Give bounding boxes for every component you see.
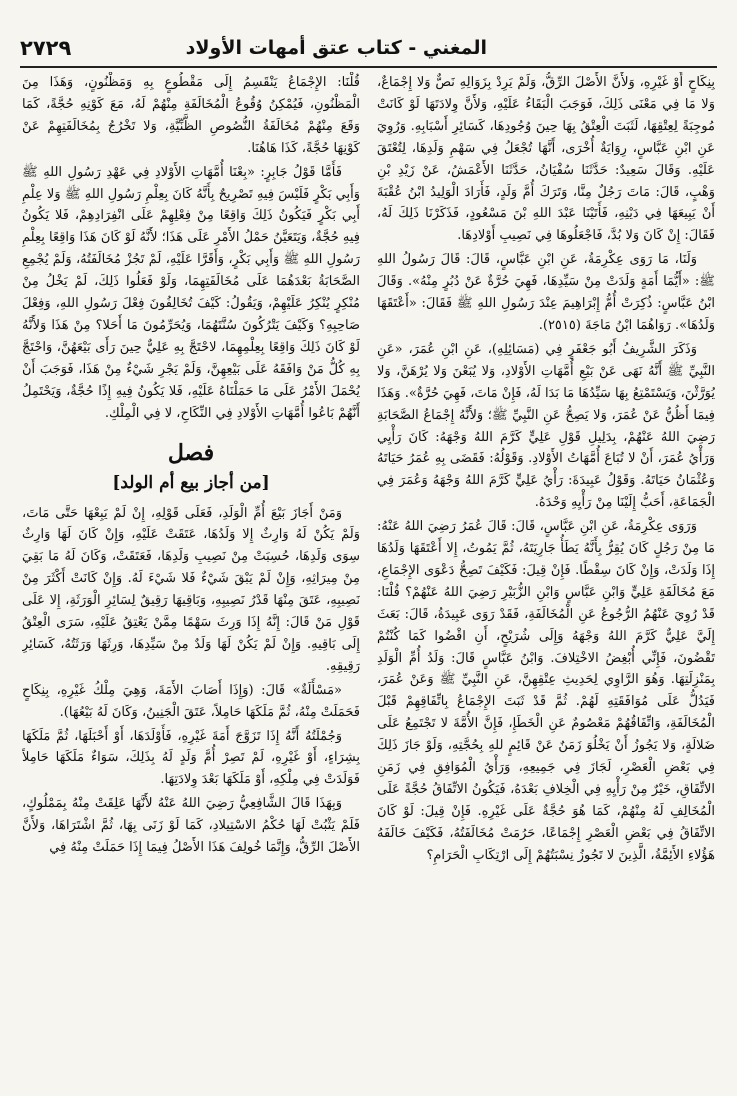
page-number: ٢٧٢٩ (20, 36, 72, 60)
running-title: المغني - كتاب عتق أمهات الأولاد (185, 37, 487, 59)
paragraph: وَرَوَى عِكْرِمَةُ، عَنِ ابْنِ عَبَّاسٍ، قَالَ: قَالَ عُمَرُ رَضِيَ اللهُ عَنْهُ: مَا مِنْ رَجُلٍ كَانَ يُقِرُّ بِأَنَّهُ يَطَأُ جَارِيَتَهُ، ثُمَّ يَمُوتُ، إِلا أَعْتَقَهَا وَلَدُهَا إِذَا وَلَدَتْ، وَإِنْ كَانَ سِقْطًا. فَإِنْ قِيلَ: فَكَيْفَ تَصِحُّ دَعْوَى الإِجْمَاعِ، مَعَ مُخَالَفَةِ عَلِيٍّ وَابْنِ عَبَّاسٍ وَابْنِ الزُّبَيْرِ رَضِيَ اللهُ عَنْهُمْ؟ قُلْنَا: قَدْ رُوِيَ عَنْهُمُ الرُّجُوعُ عَنِ الْمُخَالَفَةِ، فَقَدْ رَوَى عَبِيدَةُ، قَالَ: بَعَثَ إِلَيَّ عَلِيٌّ كَرَّمَ اللهُ وَجْهَهُ وَإِلَى شُرَيْحٍ، أَنِ اقْضُوا كَمَا كُنْتُمْ تَقْضُونَ، فَإِنِّي أُبْغِضُ الاخْتِلافَ. وَابْنُ عَبَّاسٍ قَالَ: وَلَدُ أُمِّ الْوَلَدِ بِمَنْزِلَتِهَا. وَهُوَ الرَّاوِي لِحَدِيثِ عِتْقِهِنَّ، عَنِ النَّبِيِّ ﷺ وَعَنْ عُمَرَ، فَيَدُلُّ عَلَى مُوَافَقَتِهِ لَهُمْ. ثُمَّ قَدْ ثَبَتَ الإِجْمَاعُ بِاتِّفَاقِهِمْ قَبْلَ الْمُخَالَفَةِ، وَاتِّفَاقُهُمْ مَعْصُومٌ عَنِ الْخَطَإِ، فَإِنَّ الأُمَّةَ لا تَجْتَمِعُ عَلَى ضَلالَةٍ، وَلا يَجُوزُ أَنْ يَخْلُوَ زَمَنٌ عَنْ قَائِمٍ للهِ بِحُجَّتِهِ، وَلَوْ جَازَ ذَلِكَ فِي بَعْضِ الْعَصْرِ، لَجَازَ فِي جَمِيعِهِ، وَرَأْيُ الْمُوَافِقِ فِي زَمَنِ الاتِّفَاقِ، خَيْرٌ مِنْ رَأْيِهِ فِي الْخِلافِ بَعْدَهُ، فَيَكُونُ الاتِّفَاقُ حُجَّةً عَلَى الْمُخَالِفِ لَهُ مِنْهُمْ، كَمَا هُوَ حُجَّةٌ عَلَى غَيْرِهِ. فَإِنْ قِيلَ: لَوْ كَانَ الاتِّفَاقُ فِي بَعْضِ الْعَصْرِ إِجْمَاعًا، حَرُمَتْ مُخَالَفَتُهُ، فَكَيْفَ خَالَفَهُ هَؤُلاءِ الأَئِمَّةُ، الَّذِينَ لا تَجُوزُ نِسْبَتُهُمْ إِلَى ارْتِكَابِ الْحَرَامِ؟ (377, 519, 715, 863)
paragraph: وَذَكَرَ الشَّرِيفُ أَبُو جَعْفَرٍ فِي (مَسَائِلِهِ)، عَنِ ابْنِ عُمَرَ، «عَنِ النَّبِيِّ ﷺ أَنَّهُ نَهَى عَنْ بَيْعِ أُمَّهَاتِ الأَوْلادِ، وَلا يُبَعْنَ وَلا يُرْهَنَّ، وَلا يُوَرَّثْنَ، وَيَسْتَمْتِعُ بِهَا سَيِّدُهَا مَا بَدَا لَهُ، فَإِنْ مَاتَ، فَهِيَ حُرَّةٌ». وَهَذَا فِيمَا أَظُنُّ عَنْ عُمَرَ، وَلا يَصِحُّ عَنِ النَّبِيِّ ﷺ؛ وَلأَنَّهُ إِجْمَاعُ الصَّحَابَةِ رَضِيَ اللهُ عَنْهُمْ، بِدَلِيلِ قَوْلِ عَلِيٍّ كَرَّمَ اللهُ وَجْهَهُ: كَانَ رَأْيِي وَرَأْيُ عُمَرَ، أَنْ لا تُبَاعَ أُمَّهَاتُ الأَوْلادِ. وَقَوْلُهُ: فَقَضَى بِهِ عُمَرُ حَيَاتَهُ وَعُثْمَانُ حَيَاتَهُ. وَقَوْلُ عَبِيدَةَ: رَأْيُ عَلِيٍّ كَرَّمَ اللهُ وَجْهَهُ وَعُمَرَ فِي الْجَمَاعَةِ، أَحَبُّ إِلَيْنَا مِنْ رَأْيِهِ وَحْدَهُ. (377, 341, 715, 511)
paragraph: فَأَمَّا قَوْلُ جَابِرٍ: «بِعْنَا أُمَّهَاتِ الأَوْلادِ فِي عَهْدِ رَسُولِ اللهِ ﷺ وَأَبِي بَكْرٍ فَلَيْسَ فِيهِ تَصْرِيحٌ بِأَنَّهُ كَانَ بِعِلْمِ رَسُولِ اللهِ ﷺ وَلا عِلْمِ أَبِي بَكْرٍ فَيَكُونُ ذَلِكَ وَاقِعًا مِنْ فِعْلِهِمْ عَلَى انْفِرَادِهِمْ، فَلا يَكُونُ فِيهِ حُجَّةٌ، وَيَتَعَيَّنُ حَمْلُ الأَمْرِ عَلَى هَذَا؛ لأَنَّهُ لَوْ كَانَ هَذَا وَاقِعًا بِعِلْمِ رَسُولِ اللهِ ﷺ وَأَبِي بَكْرٍ، وَأَقَرَّا عَلَيْهِ، لَمْ تَجُزْ مُخَالَفَتُهُ، وَلَمْ يُجْمِعِ الصَّحَابَةُ بَعْدَهُمَا عَلَى مُخَالَفَتِهِمَا، وَلَوْ فَعَلُوا ذَلِكَ، لَمْ يَخْلُ مِنْ مُنْكِرٍ يُنْكِرُ عَلَيْهِمْ، وَيَقُولُ: كَيْفَ تُخَالِفُونَ فِعْلَ رَسُولِ اللهِ، وَفِعْلَ صَاحِبِهِ؟ وَكَيْفَ يَتْرُكُونَ سُنَّتَهُمَا، وَيُحَرِّمُونَ مَا أَحَلا؟ مِنْ هَذَا وَلأَنَّهُ لَوْ كَانَ ذَلِكَ وَاقِعًا بِعِلْمِهِمَا، لاحْتَجَّ بِهِ عَلِيٌّ حِينَ رَأَى بَيْعَهُنَّ، وَاحْتَجَّ بِهِ كُلُّ مَنْ وَافَقَهُ عَلَى بَيْعِهِنَّ، وَلَمْ يَجْرِ شَيْءٌ مِنْ هَذَا، فَوَجَبَ أَنْ يُحْمَلَ الأَمْرُ عَلَى مَا حَمَلْنَاهُ عَلَيْهِ، فَلا يَكُونُ فِيهِ إِذًا حُجَّةٌ، وَيَحْتَمِلُ أَنَّهُمْ بَاعُوا أُمَّهَاتِ الأَوْلادِ فِي النِّكَاحِ، لا فِي الْمِلْكِ. (22, 164, 360, 421)
running-head (20, 30, 717, 66)
header-rule (20, 66, 717, 68)
section-title: فصل (167, 439, 215, 466)
paragraph: وَلَنَا، مَا رَوَى عِكْرِمَةُ، عَنِ ابْنِ عَبَّاسٍ، قَالَ: قَالَ رَسُولُ اللهِ ﷺ: «أَيُّمَا أَمَةٍ وَلَدَتْ مِنْ سَيِّدِهَا، فَهِيَ حُرَّةٌ عَنْ دُبُرٍ مِنْهُ». وَقَالَ ابْنُ عَبَّاسٍ: ذُكِرَتْ أُمُّ إِبْرَاهِيمَ عِنْدَ رَسُولِ اللهِ ﷺ فَقَالَ: «أَعْتَقَهَا وَلَدُهَا». رَوَاهُمَا ابْنُ مَاجَةَ (٢٥١٥). (377, 252, 715, 333)
paragraph: وَجُمْلَتُهُ أَنَّهُ إِذَا تَزَوَّجَ أَمَةَ غَيْرِهِ، فَأَوْلَدَهَا، أَوْ أَحْبَلَهَا، ثُمَّ مَلَكَهَا بِشِرَاءٍ، أَوْ غَيْرِهِ، لَمْ تَصِرْ أُمَّ وَلَدٍ لَهُ بِذَلِكَ، سَوَاءٌ مَلَكَهَا حَامِلاً فَوَلَدَتْ فِي مِلْكِهِ، أَوْ مَلَكَهَا بَعْدَ وِلادَتِهَا. (22, 728, 360, 788)
section-subtitle: [من أجاز بيع أم الولد] (112, 472, 270, 493)
paragraph: بِنِكَاحٍ أَوْ غَيْرِهِ، وَلأَنَّ الأَصْلَ الرِّقُّ، وَلَمْ يَرِدْ بِزَوَالِهِ نَصٌّ وَلا إِجْمَاعٌ، وَلا مَا فِي مَعْنَى ذَلِكَ، فَوَجَبَ الْبَقَاءُ عَلَيْهِ، وَلأَنَّ وِلادَتَهَا لَوْ كَانَتْ مُوجِبَةً لِعِتْقِهَا، لَثَبَتَ الْعِتْقُ بِهَا حِينَ وُجُودِهَا، كَسَائِرِ أَسْبَابِهِ. وَرُوِيَ عَنِ ابْنِ عَبَّاسٍ، رِوَايَةٌ أُخْرَى، أَنَّهَا تُجْعَلُ فِي سَهْمِ وَلَدِهَا، لِتُعْتَقَ عَلَيْهِ. وَقَالَ سَعِيدٌ: حَدَّثَنَا سُفْيَانُ، حَدَّثَنَا الأَعْمَشُ، عَنْ زَيْدِ بْنِ وَهْبٍ، قَالَ: مَاتَ رَجُلٌ مِنَّا، وَتَرَكَ أُمَّ وَلَدٍ، فَأَرَادَ الْوَلِيدُ ابْنُ عُقْبَةَ أَنْ يَبِيعَهَا فِي دَيْنِهِ، فَأَتَيْنَا عَبْدَ اللهِ بْنَ مَسْعُودٍ، فَذَكَرْنَا ذَلِكَ لَهُ، فَقَالَ: إِنْ كَانَ وَلا بُدَّ، فَاجْعَلُوهَا فِي نَصِيبِ أَوْلادِهَا. (377, 75, 715, 244)
left-column (22, 72, 360, 1088)
paragraph: وَمَنْ أَجَازَ بَيْعَ أُمِّ الْوَلَدِ، فَعَلَى قَوْلِهِ، إِنْ لَمْ يَبِعْهَا حَتَّى مَاتَ، وَلَمْ يَكُنْ لَهُ وَارِثٌ إِلا وَلَدُهَا، عَتَقَتْ عَلَيْهِ، وَإِنْ كَانَ لَهَا وَارِثٌ سِوَى وَلَدِهَا، حُسِبَتْ مِنْ نَصِيبِ وَلَدِهَا، فَعَتَقَتْ، وَكَانَ لَهُ مَا بَقِيَ مِنْ مِيرَاثِهِ، وَإِنْ لَمْ يَبْقَ شَيْءٌ فَلا شَيْءَ لَهُ. وَإِنْ كَانَتْ أَكْثَرَ مِنْ نَصِيبِهِ، عَتَقَ مِنْهَا قَدْرُ نَصِيبِهِ، وَبَاقِيهَا رَقِيقٌ لِسَائِرِ الْوَرَثَةِ، إِلا عَلَى قَوْلِ مَنْ قَالَ: إِنَّهُ إِذَا وَرِثَ سَهْمًا مِمَّنْ يَعْتِقُ عَلَيْهِ، سَرَى الْعِتْقُ إِلَى بَاقِيهِ. وَإِنْ لَمْ يَكُنْ لَهَا وَلَدٌ مِنْ سَيِّدِهَا، وَرِثَهَا وَرَثَتُهُ، كَسَائِرِ رَقِيقِهِ. (22, 505, 360, 674)
right-column (377, 72, 715, 1088)
paragraph: وَبِهَذَا قَالَ الشَّافِعِيُّ رَضِيَ اللهُ عَنْهُ لأَنَّهَا عَلِقَتْ مِنْهُ بِمَمْلُوكٍ، فَلَمْ يَثْبُتْ لَهَا حُكْمُ الاسْتِيلادِ، كَمَا لَوْ زَنَى بِهَا، ثُمَّ اشْتَرَاهَا، وَلأَنَّ الأَصْلَ الرِّقُّ، وَإِنَّمَا خُولِفَ هَذَا الأَصْلُ فِيمَا إِذَا حَمَلَتْ مِنْهُ فِي (22, 796, 360, 856)
paragraph: قُلْنَا: الإِجْمَاعُ يَنْقَسِمُ إِلَى مَقْطُوعٍ بِهِ وَمَظْنُونٍ، وَهَذَا مِنَ الْمَظْنُونِ، فَيُمْكِنُ وُقُوعُ الْمُخَالَفَةِ مِنْهُمْ لَهُ، مَعَ كَوْنِهِ حُجَّةً، كَمَا وَقَعَ مِنْهُمْ مُخَالَفَةُ النُّصُوصِ الظَّنِّيَّةِ، وَلا تَخْرُجُ بِمُخَالَفَتِهِمْ عَنْ كَوْنِهَا حُجَّةً، كَذَا هَاهُنَا. (22, 75, 360, 156)
text-columns (22, 72, 715, 1088)
paragraph: «مَسْأَلَةٌ» قَالَ: (وَإِذَا أَصَابَ الأَمَةَ، وَهِيَ مِلْكُ غَيْرِهِ، بِنِكَاحٍ فَحَمَلَتْ مِنْهُ، ثُمَّ مَلَكَهَا حَامِلاً، عَتَقَ الْجَنِينُ، وَكَانَ لَهُ بَيْعُهَا). (22, 682, 360, 720)
